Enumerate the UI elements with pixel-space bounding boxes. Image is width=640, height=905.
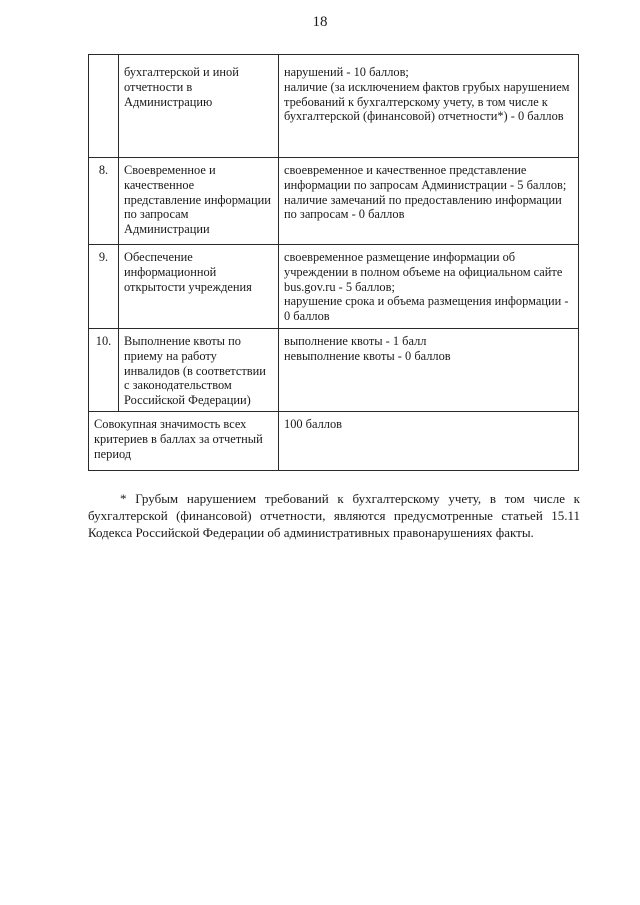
assessment-cell: своевременное и качественное представление информации по запросам Администрации - 5 баллов; наличие замечаний по предоставлению информации по запросам - 0 баллов (279, 158, 579, 245)
row-number (89, 55, 119, 158)
table-row (89, 55, 579, 158)
assessment-cell: выполнение квоты - 1 балл невыполнение квоты - 0 баллов (279, 329, 579, 412)
row-number: 8. (89, 158, 119, 245)
row-number: 9. (89, 245, 119, 329)
criteria-table (88, 54, 579, 471)
total-value: 100 баллов (279, 412, 579, 471)
criterion-cell: Своевременное и качественное представление информации по запросам Администрации (119, 158, 279, 245)
footnote: * Грубым нарушением требований к бухгалтерскому учету, в том числе к бухгалтерской (финансовой) отчетности, являются предусмотренные статьей 15.11 Кодекса Российской Федерации об административных правонарушениях факты. (88, 491, 580, 540)
table-row (89, 158, 579, 245)
table-row (89, 329, 579, 412)
page-number: 18 (312, 14, 328, 30)
assessment-cell: своевременное размещение информации об учреждении в полном объеме на официальном сайте bus.gov.ru - 5 баллов; нарушение срока и объема размещения информации - 0 баллов (279, 245, 579, 329)
criterion-cell: Обеспечение информационной открытости учреждения (119, 245, 279, 329)
table-row (89, 245, 579, 329)
criterion-cell: бухгалтерской и иной отчетности в Администрацию (119, 55, 279, 158)
assessment-cell: нарушений - 10 баллов; наличие (за исключением фактов грубых нарушением требований к бухгалтерскому учету, в том числе к бухгалтерской (финансовой) отчетности*) - 0 баллов (279, 55, 579, 158)
criterion-cell: Выполнение квоты по приему на работу инвалидов (в соответствии с законодательством Российской Федерации) (119, 329, 279, 412)
total-label: Совокупная значимость всех критериев в баллах за отчетный период (89, 412, 279, 471)
row-number: 10. (89, 329, 119, 412)
total-row (89, 412, 579, 471)
